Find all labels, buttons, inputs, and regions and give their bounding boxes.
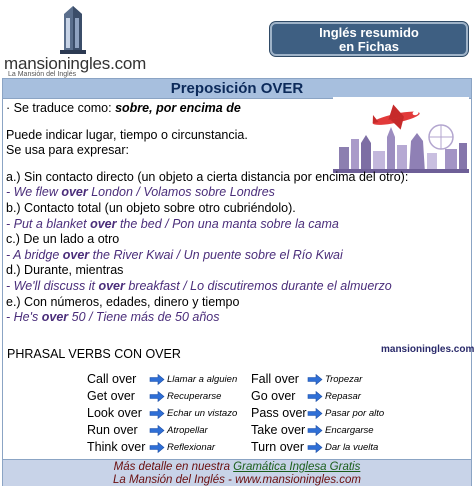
point-a-label: a.) Sin contacto directo (un objeto a cierta distancia por encima del otro): bbox=[6, 169, 409, 184]
example-b-pre: - Put a blanket bbox=[6, 216, 91, 231]
arrow-right-icon bbox=[307, 442, 323, 453]
phrasal-verbs-heading: PHRASAL VERBS CON OVER bbox=[7, 347, 181, 361]
arrow-right-icon bbox=[307, 391, 323, 402]
example-c-post: the River Kwai / Un puente sobre el Río Kwai bbox=[89, 247, 343, 262]
arrow-right-icon bbox=[149, 391, 165, 402]
badge-line-1: Inglés resumido bbox=[319, 25, 419, 40]
example-c-pre: - A bridge bbox=[6, 247, 63, 262]
phrasal-verbs-table bbox=[87, 371, 387, 456]
arrow-right-icon bbox=[149, 374, 165, 385]
brand-name: mansioningles.com bbox=[4, 54, 147, 73]
footer-line-1 bbox=[3, 461, 471, 474]
translation-prefix: · Se traduce como: bbox=[6, 101, 116, 115]
phrasal-verb-translation: Echar un vistazo bbox=[167, 408, 238, 419]
footer bbox=[3, 459, 471, 486]
example-a-post: London / Volamos sobre Londres bbox=[87, 185, 275, 200]
building-logo-icon bbox=[60, 4, 86, 54]
section-badge bbox=[270, 22, 468, 56]
example-d-post: breakfast / Lo discutiremos durante el almuerzo bbox=[124, 278, 392, 293]
example-c-keyword: over bbox=[62, 247, 90, 262]
arrow-right-icon bbox=[149, 442, 165, 453]
example-e-keyword: over bbox=[41, 310, 69, 325]
arrow-right-icon bbox=[149, 425, 165, 436]
site-watermark[interactable]: mansioningles.com bbox=[381, 344, 474, 355]
phrasal-verb: Run over bbox=[87, 423, 138, 437]
grammar-link[interactable]: Gramática Inglesa Gratis bbox=[233, 461, 361, 473]
phrasal-verb-translation: Recuperarse bbox=[167, 391, 222, 402]
example-d-keyword: over bbox=[98, 278, 125, 293]
point-e-example bbox=[6, 310, 471, 326]
usage-line-2: Se usa para expresar: bbox=[6, 143, 129, 158]
point-c-example bbox=[6, 248, 471, 264]
phrasal-verb: Pass over bbox=[251, 406, 307, 420]
example-b-post: the bed / Pon una manta sobre la cama bbox=[116, 216, 339, 231]
phrasal-verb-translation: Encargarse bbox=[325, 425, 374, 436]
phrasal-verb: Look over bbox=[87, 406, 142, 420]
phrasal-verb: Call over bbox=[87, 372, 137, 386]
example-d-pre: - We'll discuss it bbox=[6, 278, 99, 293]
point-b-example bbox=[6, 217, 471, 233]
phrasal-verb-translation: Repasar bbox=[325, 391, 361, 402]
phrasal-verb-row bbox=[87, 388, 387, 405]
example-b-keyword: over bbox=[90, 216, 117, 231]
usage-line-1: Puede indicar lugar, tiempo o circunstancia. bbox=[6, 127, 248, 142]
arrow-right-icon bbox=[307, 374, 323, 385]
phrasal-verb-row bbox=[87, 405, 387, 422]
arrow-right-icon bbox=[307, 425, 323, 436]
translation-line bbox=[6, 101, 471, 117]
phrasal-verb-row bbox=[87, 422, 387, 439]
grammar-card bbox=[2, 78, 472, 486]
point-d-label: d.) Durante, mientras bbox=[6, 263, 124, 278]
translation-value: sobre, por encima de bbox=[115, 101, 241, 115]
point-a-example bbox=[6, 185, 471, 201]
example-a-keyword: over bbox=[61, 185, 88, 200]
arrow-right-icon bbox=[149, 408, 165, 419]
point-e-label: e.) Con números, edades, dinero y tiempo bbox=[6, 294, 240, 309]
phrasal-verb: Take over bbox=[251, 423, 306, 437]
phrasal-verb-translation: Tropezar bbox=[325, 374, 363, 385]
phrasal-verb-row bbox=[87, 439, 387, 456]
phrasal-verb-translation: Pasar por alto bbox=[325, 408, 385, 419]
phrasal-verb-translation: Llamar a alguien bbox=[167, 374, 238, 385]
phrasal-verb: Get over bbox=[87, 389, 135, 403]
logo[interactable] bbox=[4, 2, 147, 78]
phrasal-verb-translation: Atropellar bbox=[167, 425, 208, 436]
point-d-example bbox=[6, 279, 471, 295]
phrasal-verb: Turn over bbox=[251, 440, 305, 454]
explanation-text bbox=[6, 101, 471, 326]
example-a-pre: - We flew bbox=[6, 185, 62, 200]
brand-tagline: La Mansión del Inglés bbox=[8, 71, 77, 78]
footer-line-2[interactable]: La Mansión del Inglés - www.mansioningles.com bbox=[112, 474, 361, 486]
badge-line-2: en Fichas bbox=[339, 39, 399, 54]
phrasal-verb-translation: Dar la vuelta bbox=[325, 442, 379, 453]
header bbox=[0, 0, 474, 78]
example-e-post: 50 / Tiene más de 50 años bbox=[68, 310, 220, 325]
phrasal-verb: Go over bbox=[251, 389, 296, 403]
page-title: Preposición OVER bbox=[3, 79, 471, 99]
example-e-pre: - He's bbox=[6, 310, 42, 325]
phrasal-verb-translation: Reflexionar bbox=[167, 442, 216, 453]
point-b-label: b.) Contacto total (un objeto sobre otro cubriéndolo). bbox=[6, 200, 296, 215]
phrasal-verb-row bbox=[87, 371, 387, 388]
phrasal-verb: Fall over bbox=[251, 372, 299, 386]
arrow-right-icon bbox=[307, 408, 323, 419]
footer-prefix: Más detalle en nuestra bbox=[113, 461, 234, 473]
phrasal-verb: Think over bbox=[87, 440, 146, 454]
point-c-label: c.) De un lado a otro bbox=[6, 232, 120, 247]
